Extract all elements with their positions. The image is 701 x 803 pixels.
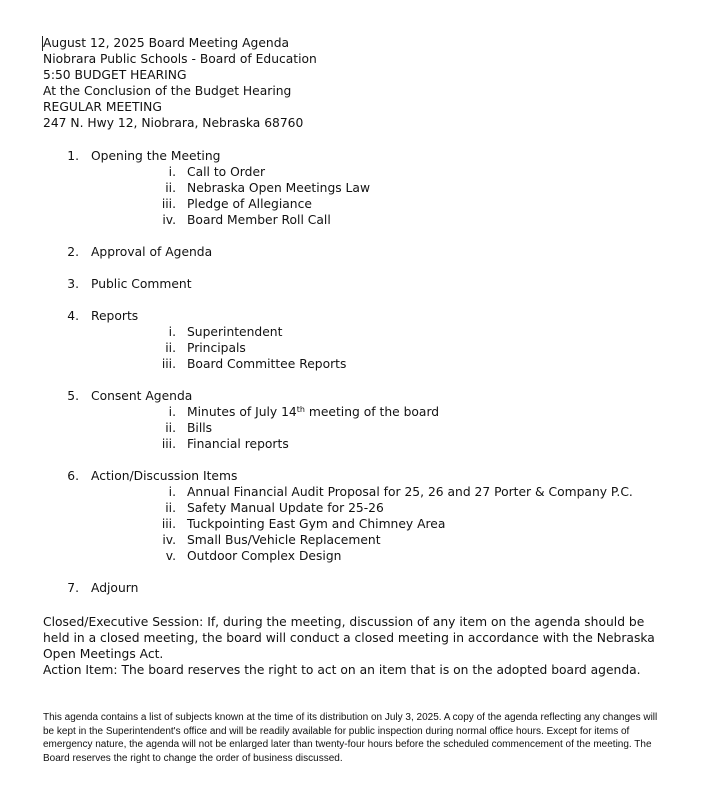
agenda-subitem-label: Small Bus/Vehicle Replacement <box>187 533 381 547</box>
agenda-subitem-label: Principals <box>187 341 246 355</box>
agenda-item-label: Reports <box>91 309 139 323</box>
agenda-item-number: 3. <box>67 277 79 291</box>
agenda-subitem <box>0 532 701 548</box>
agenda-item-label: Consent Agenda <box>91 389 193 403</box>
agenda-disclaimer: This agenda contains a list of subjects known at the time of its distribution on July 3, 2025. A copy of the agenda reflecting any changes will be kept in the Superintendent's office and will be readily available for public inspection during normal office hours. Except for items of emergency nature, the agenda will not be enlarged later than twenty-four hours before the scheduled commencement of the meeting. The Board reserves the right to change the order of business discussed. <box>43 712 658 764</box>
agenda-item <box>0 308 701 372</box>
agenda-item <box>0 244 701 260</box>
agenda-item-number: 5. <box>67 389 79 403</box>
agenda-item-label: Opening the Meeting <box>91 149 221 163</box>
agenda-subitem <box>0 420 701 436</box>
agenda-subitem-number: v. <box>165 549 176 563</box>
header-organization: Niobrara Public Schools - Board of Education <box>43 52 317 66</box>
agenda-subitem-label: Bills <box>187 421 213 435</box>
agenda-item-label: Approval of Agenda <box>91 245 213 259</box>
header-regular-meeting: REGULAR MEETING <box>43 100 162 114</box>
agenda-subitem-label: Pledge of Allegiance <box>187 197 312 211</box>
header-address: 247 N. Hwy 12, Niobrara, Nebraska 68760 <box>43 116 304 130</box>
agenda-subitem-label: Annual Financial Audit Proposal for 25, 26 and 27 Porter & Company P.C. <box>187 485 633 499</box>
agenda-subitem-number: i. <box>168 165 176 179</box>
agenda-subitem-number: i. <box>168 485 176 499</box>
agenda-item-number: 7. <box>67 581 79 595</box>
agenda-item <box>0 276 701 292</box>
agenda-subitem <box>0 180 701 196</box>
agenda-subitem <box>0 340 701 356</box>
action-item-note: Action Item: The board reserves the right to act on an item that is on the adopted board agenda. <box>43 663 641 677</box>
agenda-item-number: 1. <box>67 149 79 163</box>
agenda-subitem <box>0 196 701 212</box>
agenda-subitem-number: ii. <box>165 421 176 435</box>
agenda-subitem-number: iv. <box>162 213 176 227</box>
agenda-item <box>0 580 701 596</box>
agenda-item-number: 4. <box>67 309 79 323</box>
agenda-subitem-number: i. <box>168 325 176 339</box>
agenda-subitem <box>0 436 701 452</box>
agenda-item-heading <box>0 580 701 596</box>
agenda-item <box>0 388 701 452</box>
agenda-subitem <box>0 164 701 180</box>
agenda-subitem-number: ii. <box>165 181 176 195</box>
agenda-item-label: Adjourn <box>91 581 139 595</box>
agenda-item-heading <box>0 308 701 324</box>
agenda-subitem-label: Board Committee Reports <box>187 357 347 371</box>
agenda-subitem-label: Tuckpointing East Gym and Chimney Area <box>187 517 446 531</box>
agenda-subitem <box>0 356 701 372</box>
agenda-subitem <box>0 548 701 564</box>
closed-session-note: Closed/Executive Session: If, during the meeting, discussion of any item on the agenda should be held in a closed meeting, the board will conduct a closed meeting in accordance with the Nebraska Open Meetings Act. <box>43 615 655 661</box>
ordinal-suffix: th <box>296 405 305 414</box>
agenda-subitem-label-text: Minutes of July 14 <box>187 405 297 419</box>
agenda-subitem <box>0 484 701 500</box>
agenda-list <box>0 148 701 612</box>
agenda-item-number: 6. <box>67 469 79 483</box>
header-budget-hearing: 5:50 BUDGET HEARING <box>43 68 187 82</box>
agenda-item <box>0 468 701 564</box>
agenda-item-heading <box>0 244 701 260</box>
agenda-subitem-label: Call to Order <box>187 165 266 179</box>
agenda-subitem-number: iii. <box>161 437 176 451</box>
agenda-subitem-label: Safety Manual Update for 25-26 <box>187 501 384 515</box>
agenda-subitem-number: i. <box>168 405 176 419</box>
agenda-subitem-label: Board Member Roll Call <box>187 213 331 227</box>
agenda-subitem-number: iii. <box>161 517 176 531</box>
agenda-subitem <box>0 404 701 420</box>
agenda-item-label: Public Comment <box>91 277 192 291</box>
agenda-subitem <box>0 516 701 532</box>
agenda-item-number: 2. <box>67 245 79 259</box>
agenda-subitem-number: iv. <box>162 533 176 547</box>
agenda-item-heading <box>0 276 701 292</box>
agenda-subitem-label: Superintendent <box>187 325 283 339</box>
agenda-item <box>0 148 701 228</box>
header-title: August 12, 2025 Board Meeting Agenda <box>43 36 290 50</box>
agenda-item-heading <box>0 388 701 404</box>
agenda-item-heading <box>0 148 701 164</box>
agenda-subitem-label: Financial reports <box>187 437 289 451</box>
agenda-subitem-label-text: meeting of the board <box>304 405 440 419</box>
agenda-item-heading <box>0 468 701 484</box>
agenda-subitem-label: Nebraska Open Meetings Law <box>187 181 371 195</box>
agenda-subitem-number: iii. <box>161 357 176 371</box>
agenda-item-label: Action/Discussion Items <box>91 469 238 483</box>
agenda-subitem-label: Outdoor Complex Design <box>187 549 342 563</box>
agenda-subitem-label <box>187 404 439 420</box>
agenda-subitem <box>0 324 701 340</box>
agenda-subitem <box>0 500 701 516</box>
agenda-header <box>43 35 317 131</box>
agenda-subitem-number: ii. <box>165 501 176 515</box>
agenda-subitem <box>0 212 701 228</box>
agenda-subitem-number: iii. <box>161 197 176 211</box>
header-timing: At the Conclusion of the Budget Hearing <box>43 84 292 98</box>
agenda-subitem-number: ii. <box>165 341 176 355</box>
